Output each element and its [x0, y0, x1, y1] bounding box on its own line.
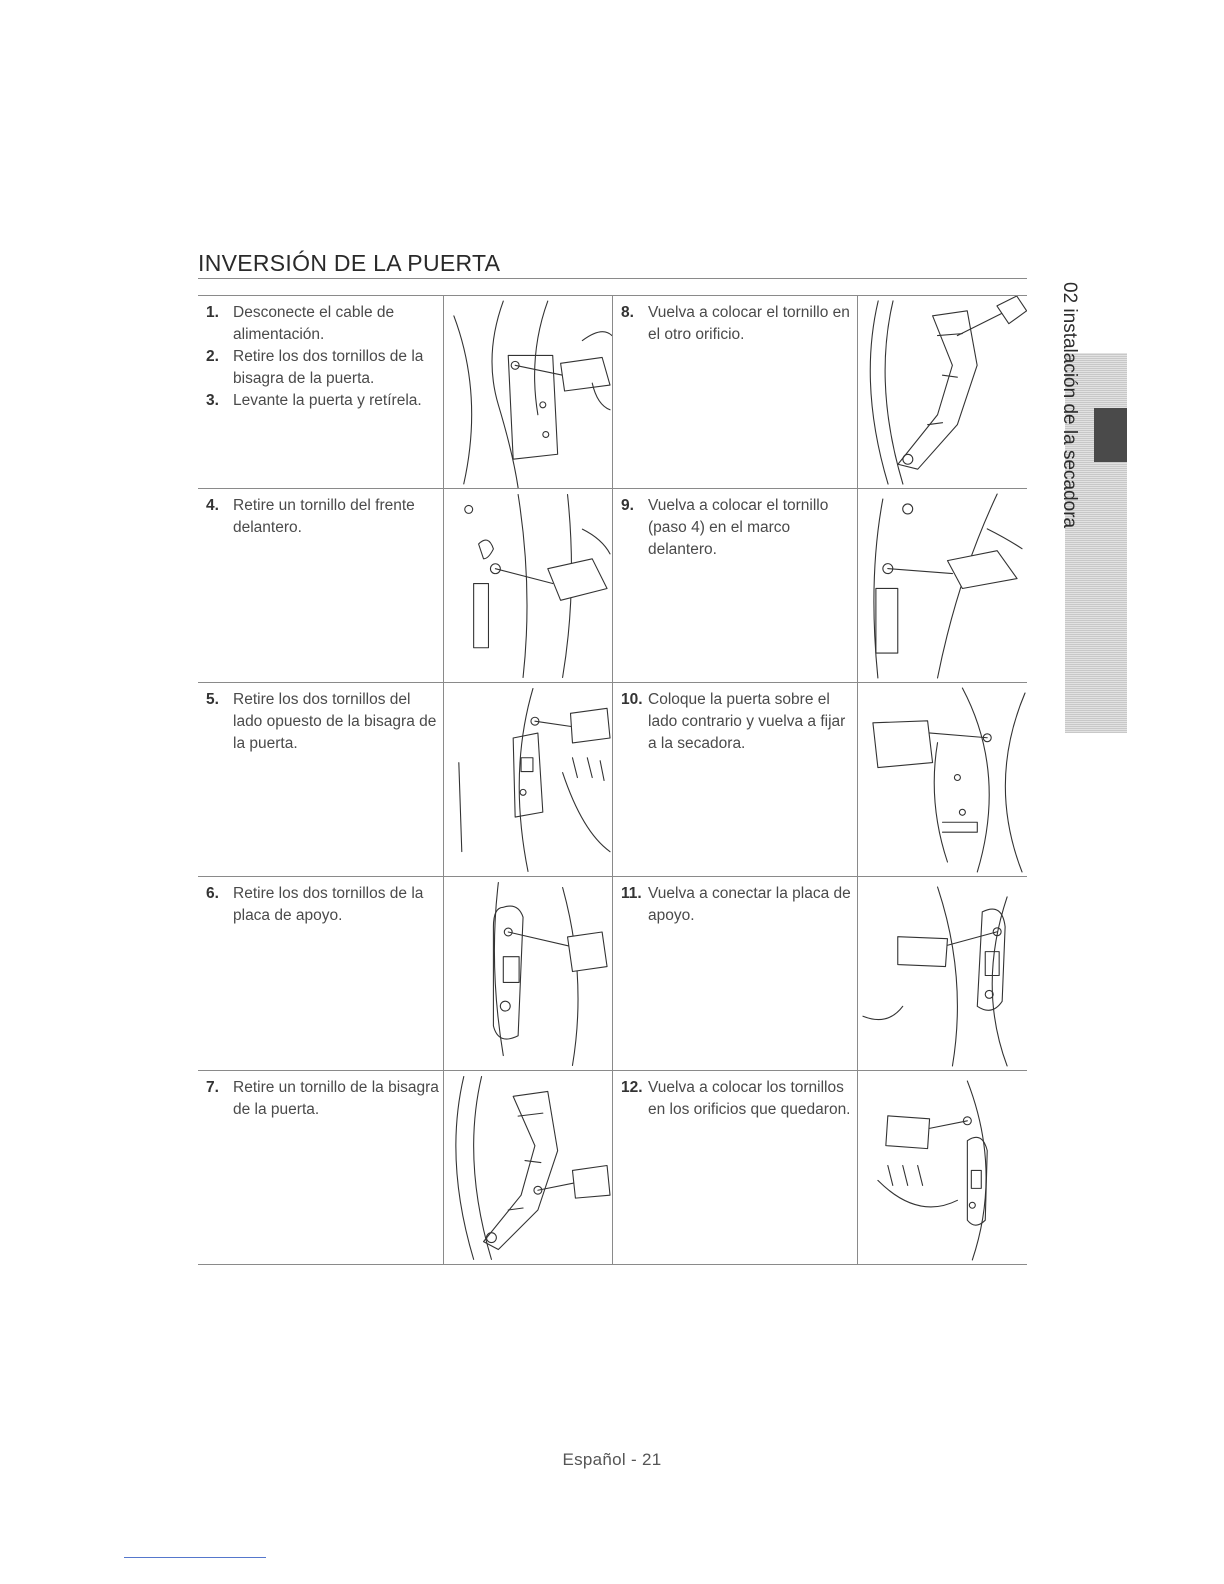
front-frame-screw-illustration: [443, 489, 613, 682]
instruction-row: [198, 1071, 1027, 1265]
instruction-cell: [613, 1071, 857, 1264]
step-item: [206, 390, 443, 412]
step-number: 7.: [206, 1079, 219, 1096]
hinge-bracket-illustration: [857, 296, 1027, 488]
instruction-row: [198, 877, 1027, 1071]
step-number: 11.: [621, 885, 642, 902]
page-footer: Español - 21: [562, 1450, 662, 1469]
step-item: [621, 689, 857, 755]
step-item: [621, 495, 857, 561]
step-text: Vuelva a colocar el tornillo en el otro orificio.: [648, 304, 850, 343]
step-item: [621, 302, 857, 346]
instruction-cell: [198, 1071, 443, 1264]
step-number: 3.: [206, 392, 219, 409]
illustration-svg: [444, 296, 612, 488]
illustration-svg: [858, 683, 1027, 876]
front-frame-reinstall-illustration: [857, 489, 1027, 682]
support-plate-screws-illustration: [443, 877, 613, 1070]
step-item: [206, 302, 443, 346]
step-item: [621, 883, 857, 927]
step-text: Vuelva a colocar el tornillo (paso 4) en el marco delantero.: [648, 497, 829, 558]
illustration-svg: [858, 489, 1027, 682]
step-number: 2.: [206, 348, 219, 365]
step-number: 5.: [206, 691, 219, 708]
step-text: Levante la puerta y retírela.: [233, 392, 422, 409]
instruction-cell: [198, 683, 443, 876]
step-number: 6.: [206, 885, 219, 902]
illustration-svg: [444, 1071, 612, 1264]
instruction-cell: [198, 489, 443, 682]
opposite-side-screws-illustration: [443, 683, 613, 876]
instruction-row: [198, 489, 1027, 683]
step-item: [206, 495, 443, 539]
door-refit-illustration: [857, 683, 1027, 876]
step-text: Vuelva a colocar los tornillos en los orificios que quedaron.: [648, 1079, 851, 1118]
step-number: 12.: [621, 1079, 643, 1096]
step-item: [206, 346, 443, 390]
illustration-svg: [444, 877, 612, 1070]
instruction-cell: [198, 877, 443, 1070]
instruction-cell: [613, 296, 857, 488]
support-plate-reconnect-illustration: [857, 877, 1027, 1070]
step-text: Retire los dos tornillos del lado opuesto de la bisagra de la puerta.: [233, 691, 437, 752]
step-number: 8.: [621, 304, 634, 321]
instruction-cell: [613, 489, 857, 682]
illustration-svg: [444, 489, 612, 682]
hinge-screwdriver-illustration: [443, 296, 613, 488]
chapter-tab-label: 02 instalación de la secadora: [1059, 282, 1080, 529]
chapter-tab-marker: [1094, 408, 1127, 462]
bottom-rule: [124, 1557, 266, 1558]
instruction-cell: [198, 296, 443, 488]
step-text: Retire un tornillo del frente delantero.: [233, 497, 415, 536]
step-text: Retire un tornillo de la bisagra de la puerta.: [233, 1079, 439, 1118]
step-number: 1.: [206, 304, 219, 321]
step-text: Desconecte el cable de alimentación.: [233, 304, 395, 343]
step-item: [206, 883, 443, 927]
instruction-grid: [198, 295, 1027, 1267]
title-divider: [198, 278, 1027, 279]
step-number: 9.: [621, 497, 634, 514]
step-item: [206, 1077, 443, 1121]
instruction-cell: [613, 877, 857, 1070]
illustration-svg: [858, 877, 1027, 1070]
remaining-screws-illustration: [857, 1071, 1027, 1264]
step-number: 4.: [206, 497, 219, 514]
door-hinge-screw-illustration: [443, 1071, 613, 1264]
illustration-svg: [858, 296, 1027, 488]
step-item: [621, 1077, 857, 1121]
instruction-row: [198, 683, 1027, 877]
illustration-svg: [444, 683, 612, 876]
page-title: INVERSIÓN DE LA PUERTA: [198, 250, 501, 276]
instruction-row: [198, 295, 1027, 489]
step-text: Retire los dos tornillos de la bisagra de la puerta.: [233, 348, 424, 387]
instruction-cell: [613, 683, 857, 876]
illustration-svg: [858, 1071, 1027, 1264]
step-number: 10.: [621, 691, 643, 708]
step-item: [206, 689, 443, 755]
step-text: Retire los dos tornillos de la placa de apoyo.: [233, 885, 424, 924]
step-text: Coloque la puerta sobre el lado contrario y vuelva a fijar a la secadora.: [648, 691, 846, 752]
step-text: Vuelva a conectar la placa de apoyo.: [648, 885, 851, 924]
